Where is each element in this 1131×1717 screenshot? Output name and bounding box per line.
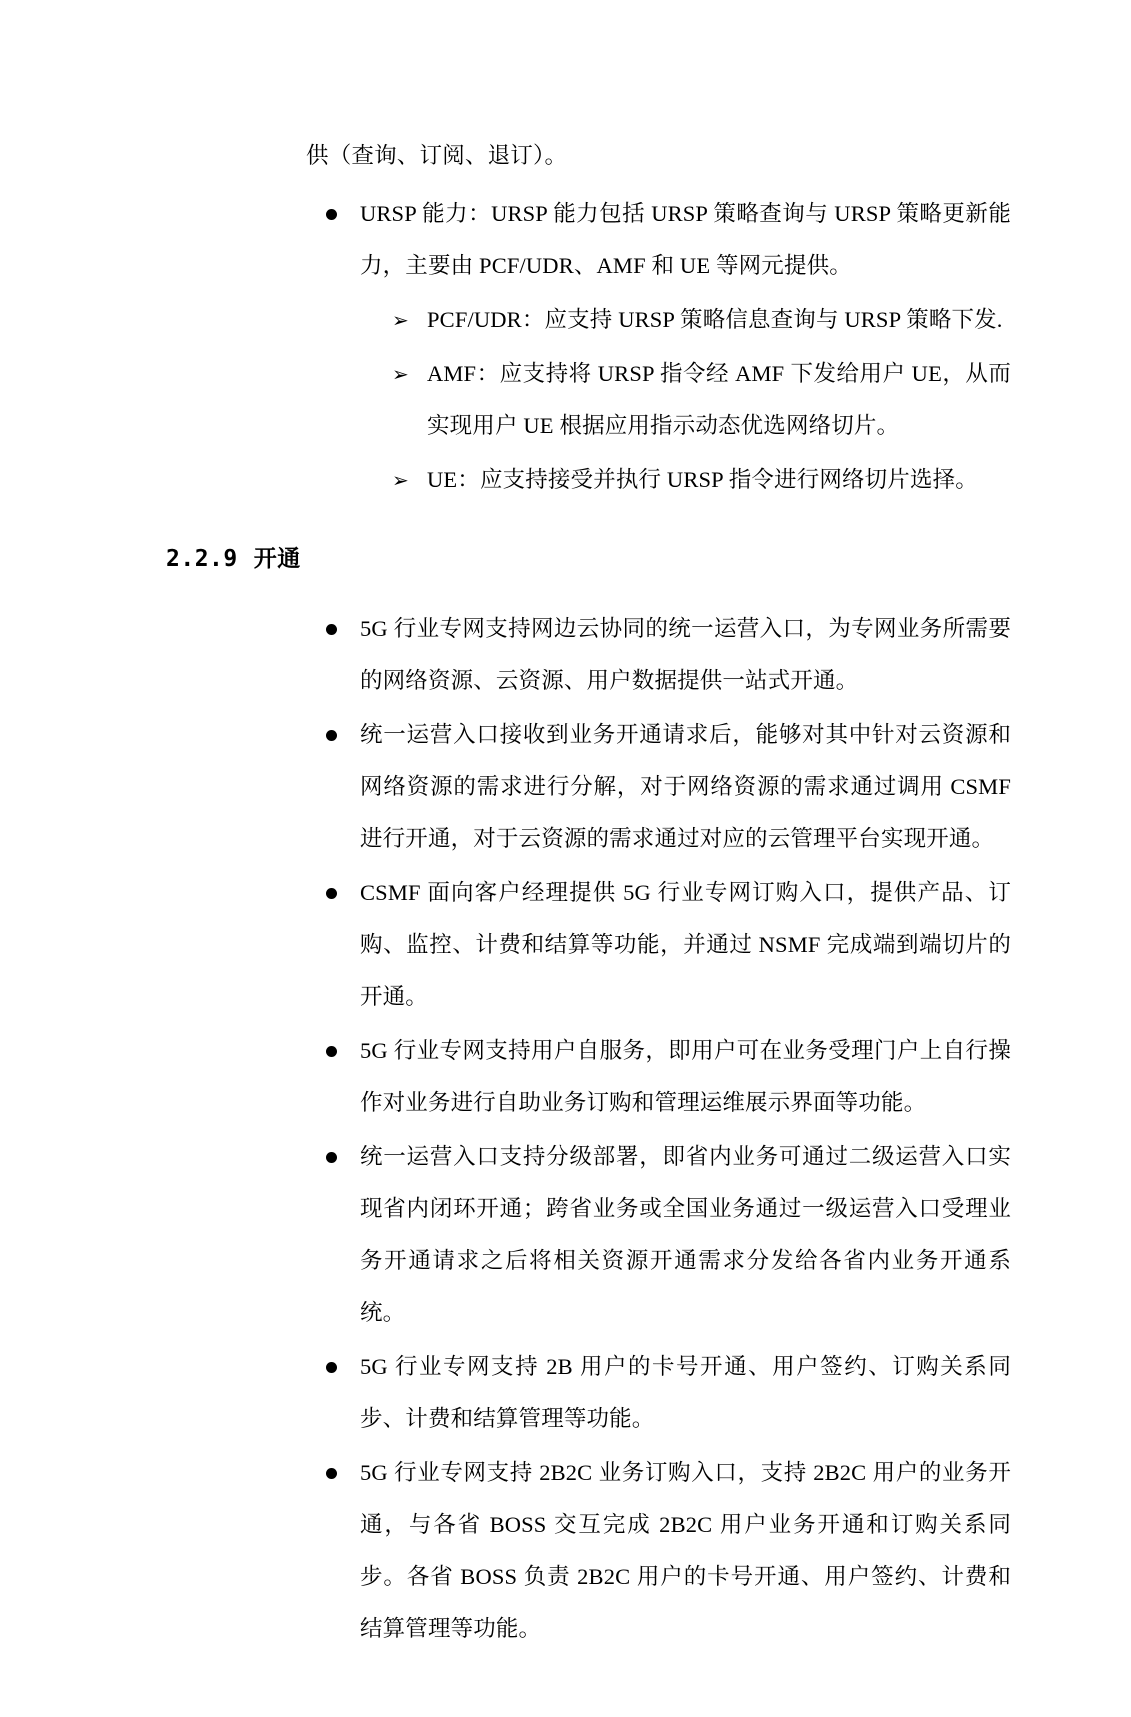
bullet-dot-icon [326, 730, 337, 741]
list-item-text: 5G 行业专网支持 2B 用户的卡号开通、用户签约、订购关系同步、计费和结算管理等功能。 [360, 1354, 1011, 1431]
list-item-text: 5G 行业专网支持 2B2C 业务订购入口，支持 2B2C 用户的业务开通，与各省 BOSS 交互完成 2B2C 用户业务开通和订购关系同步。各省 BOSS 负责 2B2C 用户的卡号开通、用户签约、计费和结算管理等功能。 [360, 1460, 1011, 1641]
arrow-bullet-icon: ➢ [392, 468, 409, 492]
section-heading-title: 开通 [253, 546, 301, 572]
list-item-text: CSMF 面向客户经理提供 5G 行业专网订购入口，提供产品、订购、监控、计费和结算等功能，并通过 NSMF 完成端到端切片的开通。 [360, 880, 1011, 1009]
sub-list-item [120, 348, 1011, 452]
bullet-dot-icon [326, 888, 337, 899]
top-bullet-list [120, 188, 1011, 292]
bullet-dot-icon [326, 1046, 337, 1057]
list-item [120, 188, 1011, 292]
bullet-dot-icon [326, 1362, 337, 1373]
bullet-dot-icon [326, 1152, 337, 1163]
arrow-bullet-icon: ➢ [392, 362, 409, 386]
sub-list-item-text: AMF：应支持将 URSP 指令经 AMF 下发给用户 UE，从而实现用户 UE 根据应用指示动态优选网络切片。 [427, 361, 1011, 438]
list-item [120, 1131, 1011, 1339]
list-item-text: 统一运营入口支持分级部署，即省内业务可通过二级运营入口实现省内闭环开通；跨省业务或全国业务通过一级运营入口受理业务开通请求之后将相关资源开通需求分发给各省内业务开通系统。 [360, 1144, 1011, 1325]
list-item-text: 统一运营入口接收到业务开通请求后，能够对其中针对云资源和网络资源的需求进行分解，对于网络资源的需求通过调用 CSMF 进行开通，对于云资源的需求通过对应的云管理平台实现开通。 [360, 722, 1011, 851]
section-heading-number: 2.2.9 [166, 546, 238, 572]
bullet-dot-icon [326, 1468, 337, 1479]
bullet-dot-icon [326, 624, 337, 635]
paragraph-continuation: 供（查询、订阅、退订）。 [306, 143, 568, 168]
sub-list-item [120, 454, 1011, 506]
list-item [120, 867, 1011, 1023]
sub-list-item-text: UE：应支持接受并执行 URSP 指令进行网络切片选择。 [427, 467, 978, 492]
list-item [120, 709, 1011, 865]
page-content [120, 130, 1011, 1655]
sub-list-item [120, 294, 1011, 346]
list-item [120, 1447, 1011, 1655]
bullet-dot-icon [326, 209, 337, 220]
section-heading [166, 540, 1011, 573]
sub-arrow-list [120, 294, 1011, 506]
sub-list-item-text: PCF/UDR：应支持 URSP 策略信息查询与 URSP 策略下发. [427, 307, 1003, 332]
list-item [120, 603, 1011, 707]
list-item-text: URSP 能力：URSP 能力包括 URSP 策略查询与 URSP 策略更新能力，主要由 PCF/UDR、AMF 和 UE 等网元提供。 [360, 201, 1011, 278]
list-item [120, 1025, 1011, 1129]
section-bullet-list [120, 603, 1011, 1655]
list-item-text: 5G 行业专网支持网边云协同的统一运营入口，为专网业务所需要的网络资源、云资源、用户数据提供一站式开通。 [360, 616, 1011, 693]
list-item-text: 5G 行业专网支持用户自服务，即用户可在业务受理门户上自行操作对业务进行自助业务订购和管理运维展示界面等功能。 [360, 1038, 1011, 1115]
arrow-bullet-icon: ➢ [392, 308, 409, 332]
list-item [120, 1341, 1011, 1445]
